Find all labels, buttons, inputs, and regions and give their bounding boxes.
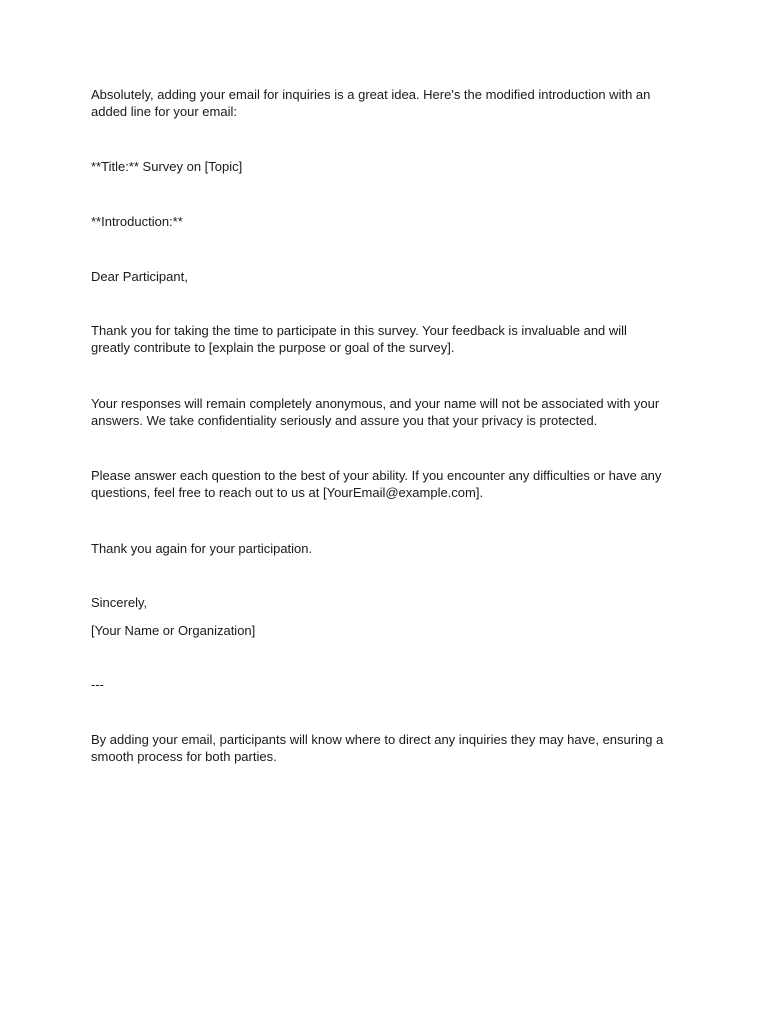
title-text: **Title:** Survey on [Topic]	[91, 159, 243, 174]
summary-line-1: By adding your email, participants will know where to direct any inquiries they may have, ensuring a	[91, 732, 664, 747]
questions-line-1: Please answer each question to the best of your ability. If you encounter any difficulties or have any	[91, 468, 662, 483]
signature	[91, 622, 691, 639]
thanks-line-1: Thank you for taking the time to participate in this survey. Your feedback is invaluable and will	[91, 323, 627, 338]
introduction-heading	[91, 213, 691, 230]
signature-text: [Your Name or Organization]	[91, 623, 256, 638]
summary-line-2: smooth process for both parties.	[91, 749, 277, 764]
anonymity-line-1: Your responses will remain completely anonymous, and your name will not be associated with your	[91, 396, 660, 411]
title-line	[91, 158, 691, 175]
anonymity-line-2: answers. We take confidentiality seriously and assure you that your privacy is protected.	[91, 413, 598, 428]
greeting	[91, 268, 691, 285]
intro-line-2: added line for your email:	[91, 104, 237, 119]
intro-paragraph	[91, 86, 691, 120]
closing-text: Sincerely,	[91, 595, 148, 610]
questions-line-2: questions, feel free to reach out to us at [YourEmail@example.com].	[91, 485, 484, 500]
intro-line-1: Absolutely, adding your email for inquiries is a great idea. Here's the modified introduction with an	[91, 87, 651, 102]
separator	[91, 676, 691, 693]
thanks-paragraph	[91, 322, 691, 356]
thanks-line-2: greatly contribute to [explain the purpose or goal of the survey].	[91, 340, 455, 355]
summary-paragraph	[91, 731, 691, 765]
greeting-text: Dear Participant,	[91, 269, 188, 284]
closing	[91, 594, 691, 611]
anonymity-paragraph	[91, 395, 691, 429]
thanks-again-text: Thank you again for your participation.	[91, 541, 313, 556]
introduction-heading-text: **Introduction:**	[91, 214, 183, 229]
questions-paragraph	[91, 467, 691, 501]
separator-text: ---	[91, 677, 104, 692]
thanks-again	[91, 540, 691, 557]
